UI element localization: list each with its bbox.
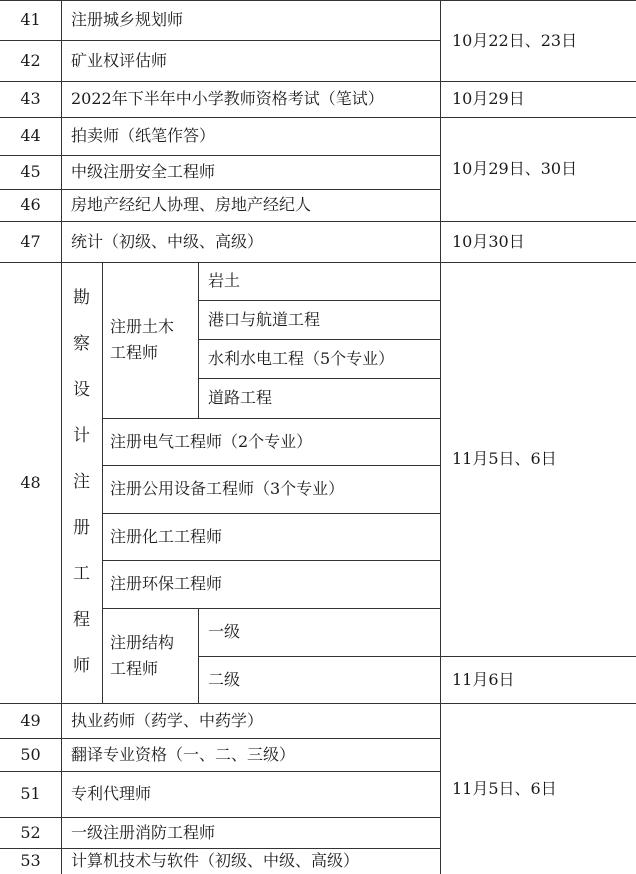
sub-specialty: 水利水电工程（5个专业） <box>208 348 395 368</box>
group-char: 勘 <box>73 288 90 308</box>
exam-date: 11月5日、6日 <box>452 778 557 798</box>
row-number: 47 <box>20 231 41 251</box>
exam-date: 11月5日、6日 <box>452 449 557 468</box>
group-char: 师 <box>73 656 90 676</box>
exam-name: 房地产经纪人协理、房地产经纪人 <box>71 195 312 214</box>
row-number: 51 <box>20 784 41 803</box>
group-label-survey-design <box>61 290 102 675</box>
row-number: 50 <box>20 744 41 764</box>
row-number: 48 <box>20 472 41 492</box>
exam-name: 注册化工工程师 <box>110 526 223 546</box>
sub-specialty: 岩土 <box>208 271 241 290</box>
exam-name: 注册城乡规划师 <box>71 10 184 29</box>
exam-name: 翻译专业资格（一、二、三级） <box>71 744 296 764</box>
exam-date: 10月29日、30日 <box>452 159 578 178</box>
exam-name: 拍卖师（纸笔作答） <box>71 126 216 145</box>
row-number: 42 <box>20 50 41 70</box>
exam-date: 10月22日、23日 <box>452 30 578 50</box>
row-number: 44 <box>20 126 41 145</box>
row-number: 52 <box>20 822 41 842</box>
exam-name: 中级注册安全工程师 <box>71 162 216 181</box>
row-number: 45 <box>20 162 41 181</box>
exam-name: 统计（初级、中级、高级） <box>71 231 264 251</box>
exam-name: 执业药师（药学、中药学） <box>71 710 264 730</box>
label-line: 注册土木 <box>110 317 175 336</box>
row-number: 43 <box>20 89 41 108</box>
group-char: 册 <box>73 518 90 538</box>
structural-engineer-label <box>102 608 198 703</box>
exam-name: 专利代理师 <box>71 784 152 803</box>
group-char: 计 <box>73 426 90 446</box>
label-line: 工程师 <box>110 658 159 678</box>
exam-date: 10月29日 <box>452 89 525 108</box>
label-line: 工程师 <box>110 343 159 362</box>
group-char: 察 <box>73 334 90 354</box>
group-char: 设 <box>73 380 90 400</box>
group-char: 注 <box>73 472 90 492</box>
exam-name: 计算机技术与软件（初级、中级、高级） <box>71 851 360 870</box>
sub-specialty: 港口与航道工程 <box>208 309 321 329</box>
group-char: 工 <box>73 564 90 584</box>
exam-date: 11月6日 <box>452 669 515 689</box>
exam-name: 注册环保工程师 <box>110 574 223 593</box>
civil-engineer-label <box>102 262 198 418</box>
row-number: 53 <box>20 851 41 870</box>
row-number: 49 <box>20 710 41 730</box>
exam-name: 矿业权评估师 <box>71 50 168 70</box>
exam-date: 10月30日 <box>452 231 525 251</box>
exam-name: 一级注册消防工程师 <box>71 822 216 842</box>
exam-name: 注册电气工程师（2个专业） <box>110 431 313 451</box>
label-line: 注册结构 <box>110 632 175 652</box>
row-number: 46 <box>20 195 41 214</box>
sub-level: 一级 <box>208 622 241 641</box>
sub-specialty: 道路工程 <box>208 388 273 407</box>
row-number: 41 <box>20 10 41 29</box>
exam-name: 2022年下半年中小学教师资格考试（笔试） <box>71 89 384 108</box>
group-char: 程 <box>73 610 90 630</box>
exam-name: 注册公用设备工程师（3个专业） <box>110 479 345 498</box>
sub-level: 二级 <box>208 669 241 689</box>
